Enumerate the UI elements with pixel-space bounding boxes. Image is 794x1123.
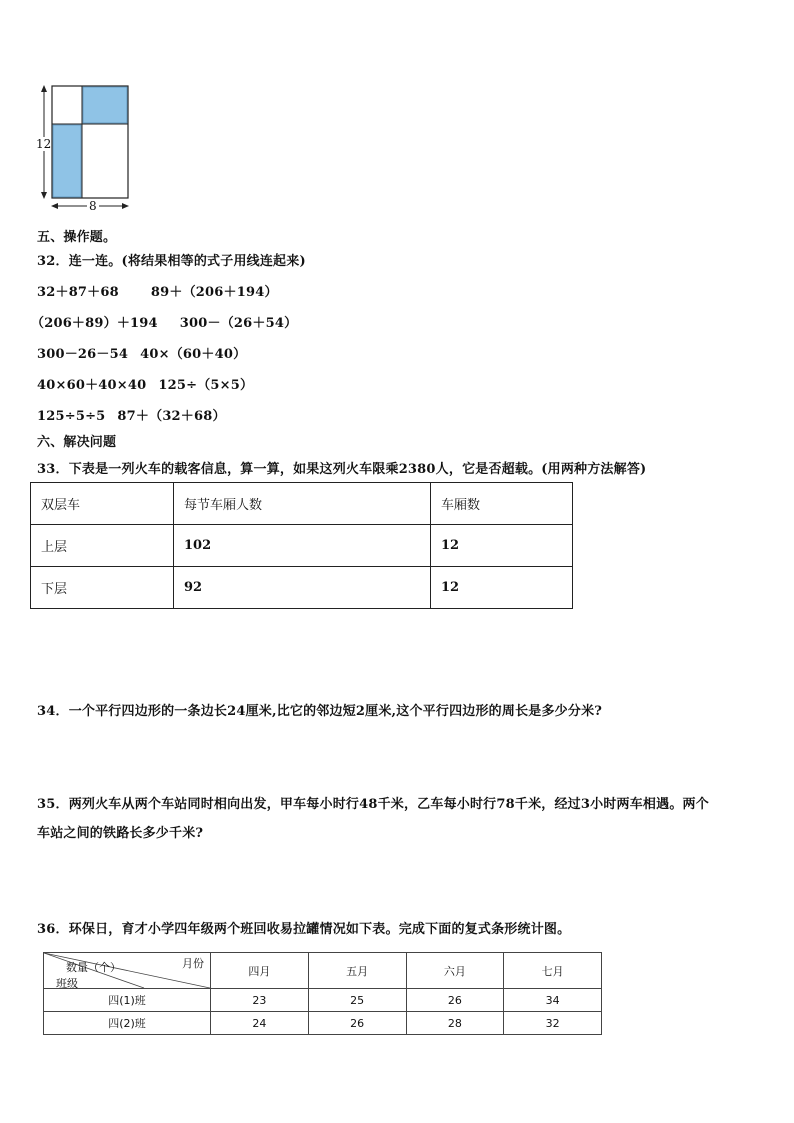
month-cell: 六月 (406, 953, 504, 989)
header-cell: 每节车厢人数 (174, 483, 431, 525)
q32-left-5: 125÷5÷5 (37, 409, 106, 424)
q32-left-2: （206＋89）＋194 (31, 316, 158, 331)
table-header-row (31, 483, 573, 525)
q32-left-1: 32＋87＋68 (37, 285, 119, 300)
table-cell: 上层 (31, 525, 174, 567)
table-cell: 34 (504, 989, 602, 1012)
class-cell: 四(1)班 (44, 989, 211, 1012)
q33-table (30, 482, 573, 609)
q32-right-4: 125÷（5×5） (158, 378, 254, 393)
table-cell: 32 (504, 1012, 602, 1035)
table-row (44, 989, 602, 1012)
q33-prompt: 33．下表是一列火车的载客信息，算一算，如果这列火车限乘2380人，它是否超载。(用两种方法解答) (37, 462, 647, 477)
class-cell: 四(2)班 (44, 1012, 211, 1035)
q32-right-1: 89＋（206＋194） (150, 285, 278, 300)
table-cell: 24 (211, 1012, 309, 1035)
table-cell: 26 (308, 1012, 406, 1035)
month-cell: 七月 (504, 953, 602, 989)
height-label: 12 (36, 137, 52, 151)
q32-row-5 (37, 405, 226, 424)
table-cell: 102 (174, 525, 431, 567)
section-6-title: 六、解决问题 (37, 435, 117, 450)
shaded-bottom-left (53, 125, 81, 197)
q32-left-3: 300－26－54 (37, 347, 129, 362)
corner-quantity-label: 数量（个） (66, 961, 121, 974)
q32-right-3: 40×（60＋40） (140, 347, 247, 362)
q32-left-4: 40×60＋40×40 (37, 378, 147, 393)
table-cell: 23 (211, 989, 309, 1012)
table-row (44, 1012, 602, 1035)
table-row (31, 525, 573, 567)
q32-right-2: 300－（26＋54） (179, 316, 298, 331)
q34-prompt: 34．一个平行四边形的一条边长24厘米,比它的邻边短2厘米,这个平行四边形的周长是多少分米? (37, 704, 603, 719)
table-cell: 25 (308, 989, 406, 1012)
q32-prompt: 32．连一连。(将结果相等的式子用线连起来) (37, 254, 306, 269)
header-cell: 双层车 (31, 483, 174, 525)
q35-line-2: 车站之间的铁路长多少千米? (37, 826, 204, 841)
q32-row-3 (37, 343, 246, 362)
month-cell: 四月 (211, 953, 309, 989)
corner-class-label: 班级 (56, 977, 78, 990)
q32-row-2 (31, 312, 297, 331)
q32-row-1 (37, 281, 278, 300)
corner-month-label: 月份 (182, 957, 204, 970)
table-row (31, 567, 573, 609)
q36-prompt: 36．环保日，育才小学四年级两个班回收易拉罐情况如下表。完成下面的复式条形统计图。 (37, 922, 571, 937)
q32-row-4 (37, 374, 253, 393)
table-cell: 26 (406, 989, 504, 1012)
shaded-top-right (83, 87, 127, 123)
table-cell: 下层 (31, 567, 174, 609)
month-cell: 五月 (308, 953, 406, 989)
table-cell: 12 (431, 525, 573, 567)
table-cell: 28 (406, 1012, 504, 1035)
table-cell: 12 (431, 567, 573, 609)
table-header-row (44, 953, 602, 989)
diagonal-header-cell (44, 953, 211, 989)
q35-line-1: 35．两列火车从两个车站同时相向出发，甲车每小时行48千米，乙车每小时行78千米，经过3小时两车相遇。两个 (37, 797, 709, 812)
width-label: 8 (89, 199, 97, 213)
header-cell: 车厢数 (431, 483, 573, 525)
table-cell: 92 (174, 567, 431, 609)
q32-right-5: 87＋（32＋68） (117, 409, 226, 424)
section-5-title: 五、操作题。 (37, 230, 117, 245)
q36-table (43, 952, 602, 1035)
